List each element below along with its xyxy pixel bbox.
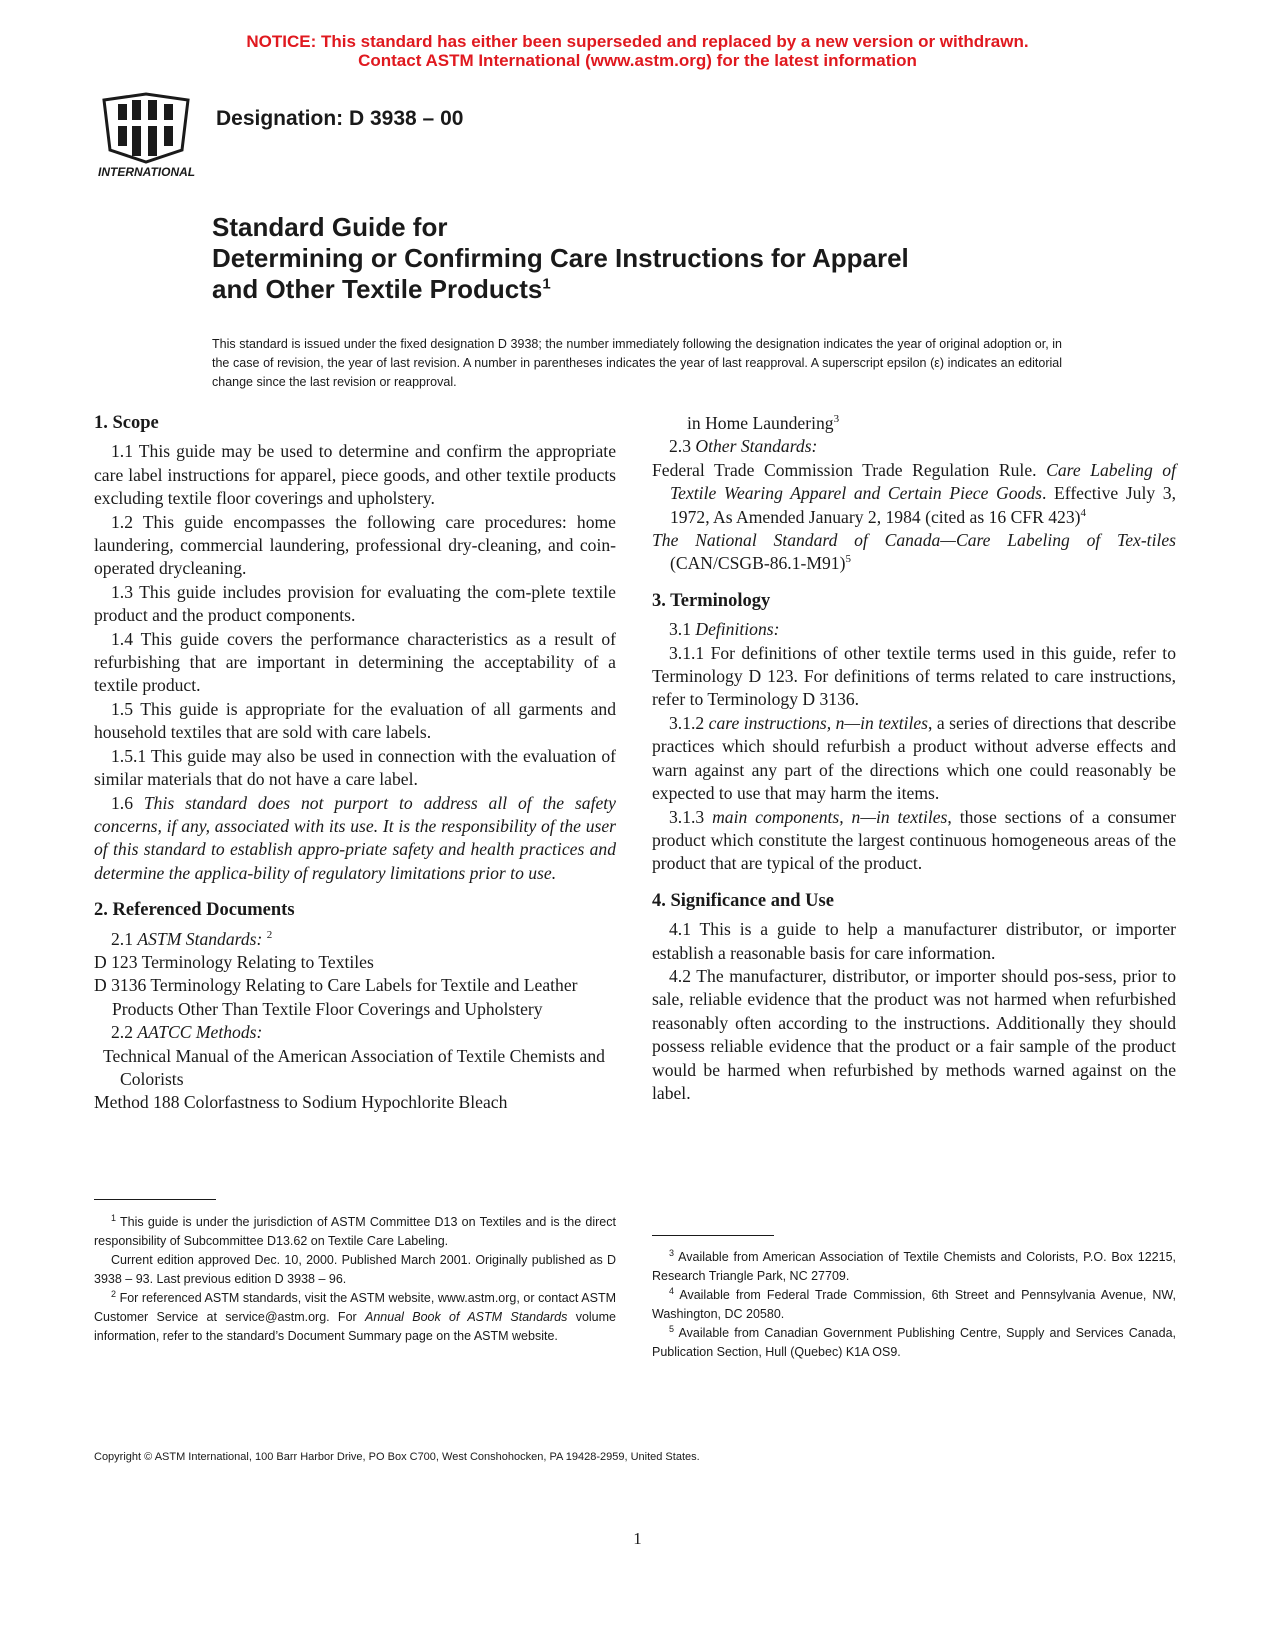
copyright: Copyright © ASTM International, 100 Barr Harbor Drive, PO Box C700, West Conshohocken, PA 19428-2959, United States.: [94, 1451, 700, 1463]
ref-d3136: D 3136 Terminology Relating to Care Labels for Textile and Leather Products Other Than Textile Floor Coverings and Upholstery: [94, 975, 578, 1019]
para-1-4: 1.4 This guide covers the performance characteristics as a result of refurbishing that are important in determining the acceptability of a textile product.: [94, 628, 616, 696]
notice-line-2: Contact ASTM International (www.astm.org) for the latest information: [358, 51, 917, 70]
para-4-1: 4.1 This is a guide to help a manufacturer distributor, or importer establish a reasonable basis for care information.: [652, 919, 1176, 963]
title-line-2: Determining or Confirming Care Instructions for Apparel: [212, 243, 909, 273]
para-3-1-2: 3.1.2 care instructions, n—in textiles, a series of directions that describe practices which should refurbish a product without adverse effects and warn against any part of the directions which one could reasonably be expected to use that may harm the items.: [652, 712, 1176, 804]
notice-banner: [0, 32, 1275, 70]
para-1-1: 1.1 This guide may be used to determine and confirm the appropriate care label instructions for apparel, piece goods, and other textile products excluding textile floor coverings and upholstery.: [94, 441, 616, 509]
footnote-1b: Current edition approved Dec. 10, 2000. Published March 2001. Originally published as D 3938 – 93. Last previous edition D 3938 – 96.: [94, 1253, 616, 1286]
document-title: [212, 212, 909, 305]
para-3-1-1: 3.1.1 For definitions of other textile terms used in this guide, refer to Terminology D 123. For definitions of terms related to care instructions, refer to Terminology D 3136.: [652, 642, 1176, 710]
significance-heading: 4. Significance and Use: [652, 890, 834, 911]
left-column: [94, 412, 616, 1115]
footnote-5: $^5$ Available from Canadian Government Publishing Centre, Supply and Services Canada, Publication Section, Hull (Quebec) K1A OS9.: [652, 1323, 1176, 1359]
section-3-1: 3.1 Definitions:: [669, 619, 780, 640]
terminology-heading: 3. Terminology: [652, 590, 771, 611]
ref-method-188-start: Method 188 Colorfastness to Sodium Hypochlorite Bleach: [94, 1092, 508, 1113]
footnote-rule-left: [94, 1199, 216, 1200]
logo-text: INTERNATIONAL: [98, 165, 196, 179]
ref-aatcc-manual: Technical Manual of the American Association of Textile Chemists and Colorists: [103, 1045, 605, 1089]
footnote-1: $^1$ This guide is under the jurisdiction of ASTM Committee D13 on Textiles and is the direct responsibility of Subcommittee D13.62 on Textile Care Labeling.: [94, 1212, 616, 1248]
footnote-3: $^3$ Available from American Association of Textile Chemists and Colorists, P.O. Box 12215, Research Triangle Park, NC 27709.: [652, 1247, 1176, 1283]
para-1-5: 1.5 This guide is appropriate for the evaluation of all garments and household textiles that are sold with care labels.: [94, 698, 616, 743]
title-line-1: Standard Guide for: [212, 212, 448, 242]
refdocs-heading: 2. Referenced Documents: [94, 900, 295, 921]
notice-line-1: NOTICE: This standard has either been superseded and replaced by a new version or withdrawn.: [246, 32, 1029, 51]
section-2-2: 2.2 AATCC Methods:: [111, 1022, 263, 1043]
para-4-2: 4.2 The manufacturer, distributor, or importer should pos-sess, prior to sale, reliable evidence that the product was not harmed when refurbished reasonably often according to the instructions. Additionally they should possess reliable evidence that the product or a fair sample of the product would be harmed when refurbished by methods warned against on the label.: [652, 965, 1176, 1103]
title-footnote-mark: 1: [542, 275, 551, 293]
title-line-3: and Other Textile Products$^1$: [212, 274, 551, 304]
ref-canada: The National Standard of Canada—Care Labeling of Tex-tiles (CAN/CSGB-86.1-M91)$^5$: [652, 530, 1176, 574]
astm-logo-icon: [96, 90, 200, 182]
para-3-1-3: 3.1.3 main components, n—in textiles, those sections of a consumer product which constitute the largest continuous homogeneous areas of the product that are typical of the product.: [652, 806, 1176, 874]
footnotes-left: [94, 1213, 616, 1346]
scope-heading: 1. Scope: [94, 413, 159, 433]
ref-d123: D 123 Terminology Relating to Textiles: [94, 951, 374, 972]
para-1-2: 1.2 This guide encompasses the following care procedures: home laundering, commercial laundering, professional dry-cleaning, and coin-operated drycleaning.: [94, 511, 616, 579]
designation: Designation: D 3938 – 00: [216, 107, 464, 130]
page-number: 1: [633, 1529, 642, 1548]
issued-note: This standard is issued under the fixed designation D 3938; the number immediately following the designation indicates the year of original adoption or, in the case of revision, the year of last revision. A number in parentheses indicates the year of last reapproval. A superscript epsilon (ε) indicates an editorial change since the last revision or reapproval.: [212, 337, 1062, 389]
footnote-rule-right: [652, 1235, 774, 1236]
section-2-1: 2.1 ASTM Standards: $^2$: [111, 928, 273, 949]
ref-method-188-end: in Home Laundering$^3$: [687, 413, 840, 433]
astm-logo: [96, 90, 200, 182]
right-column: [652, 412, 1176, 1105]
footnote-4: $^4$ Available from Federal Trade Commission, 6th Street and Pennsylvania Avenue, NW, Washington, DC 20580.: [652, 1285, 1176, 1321]
footnotes-right: [652, 1248, 1176, 1362]
para-1-6: 1.6 This standard does not purport to address all of the safety concerns, if any, associated with its use. It is the responsibility of the user of this standard to establish appro-priate safety and health practices and determine the applica-bility of regulatory limitations prior to use.: [94, 792, 616, 883]
ref-ftc: Federal Trade Commission Trade Regulation Rule. Care Labeling of Textile Wearing Apparel and Certain Piece Goods. Effective July 3, 1972, As Amended January 2, 1984 (cited as 16 CFR 423)$^4$: [652, 459, 1176, 527]
section-2-3: 2.3 Other Standards:: [669, 436, 818, 457]
footnote-2: $^2$ For referenced ASTM standards, visit the ASTM website, www.astm.org, or contact ASTM Customer Service at service@astm.org. For Annual Book of ASTM Standards volume information, refer to the standard’s Document Summary page on the ASTM website.: [94, 1288, 616, 1343]
para-1-5-1: 1.5.1 This guide may also be used in connection with the evaluation of similar materials that do not have a care label.: [94, 745, 616, 790]
para-1-3: 1.3 This guide includes provision for evaluating the com-plete textile product and the product components.: [94, 581, 616, 626]
